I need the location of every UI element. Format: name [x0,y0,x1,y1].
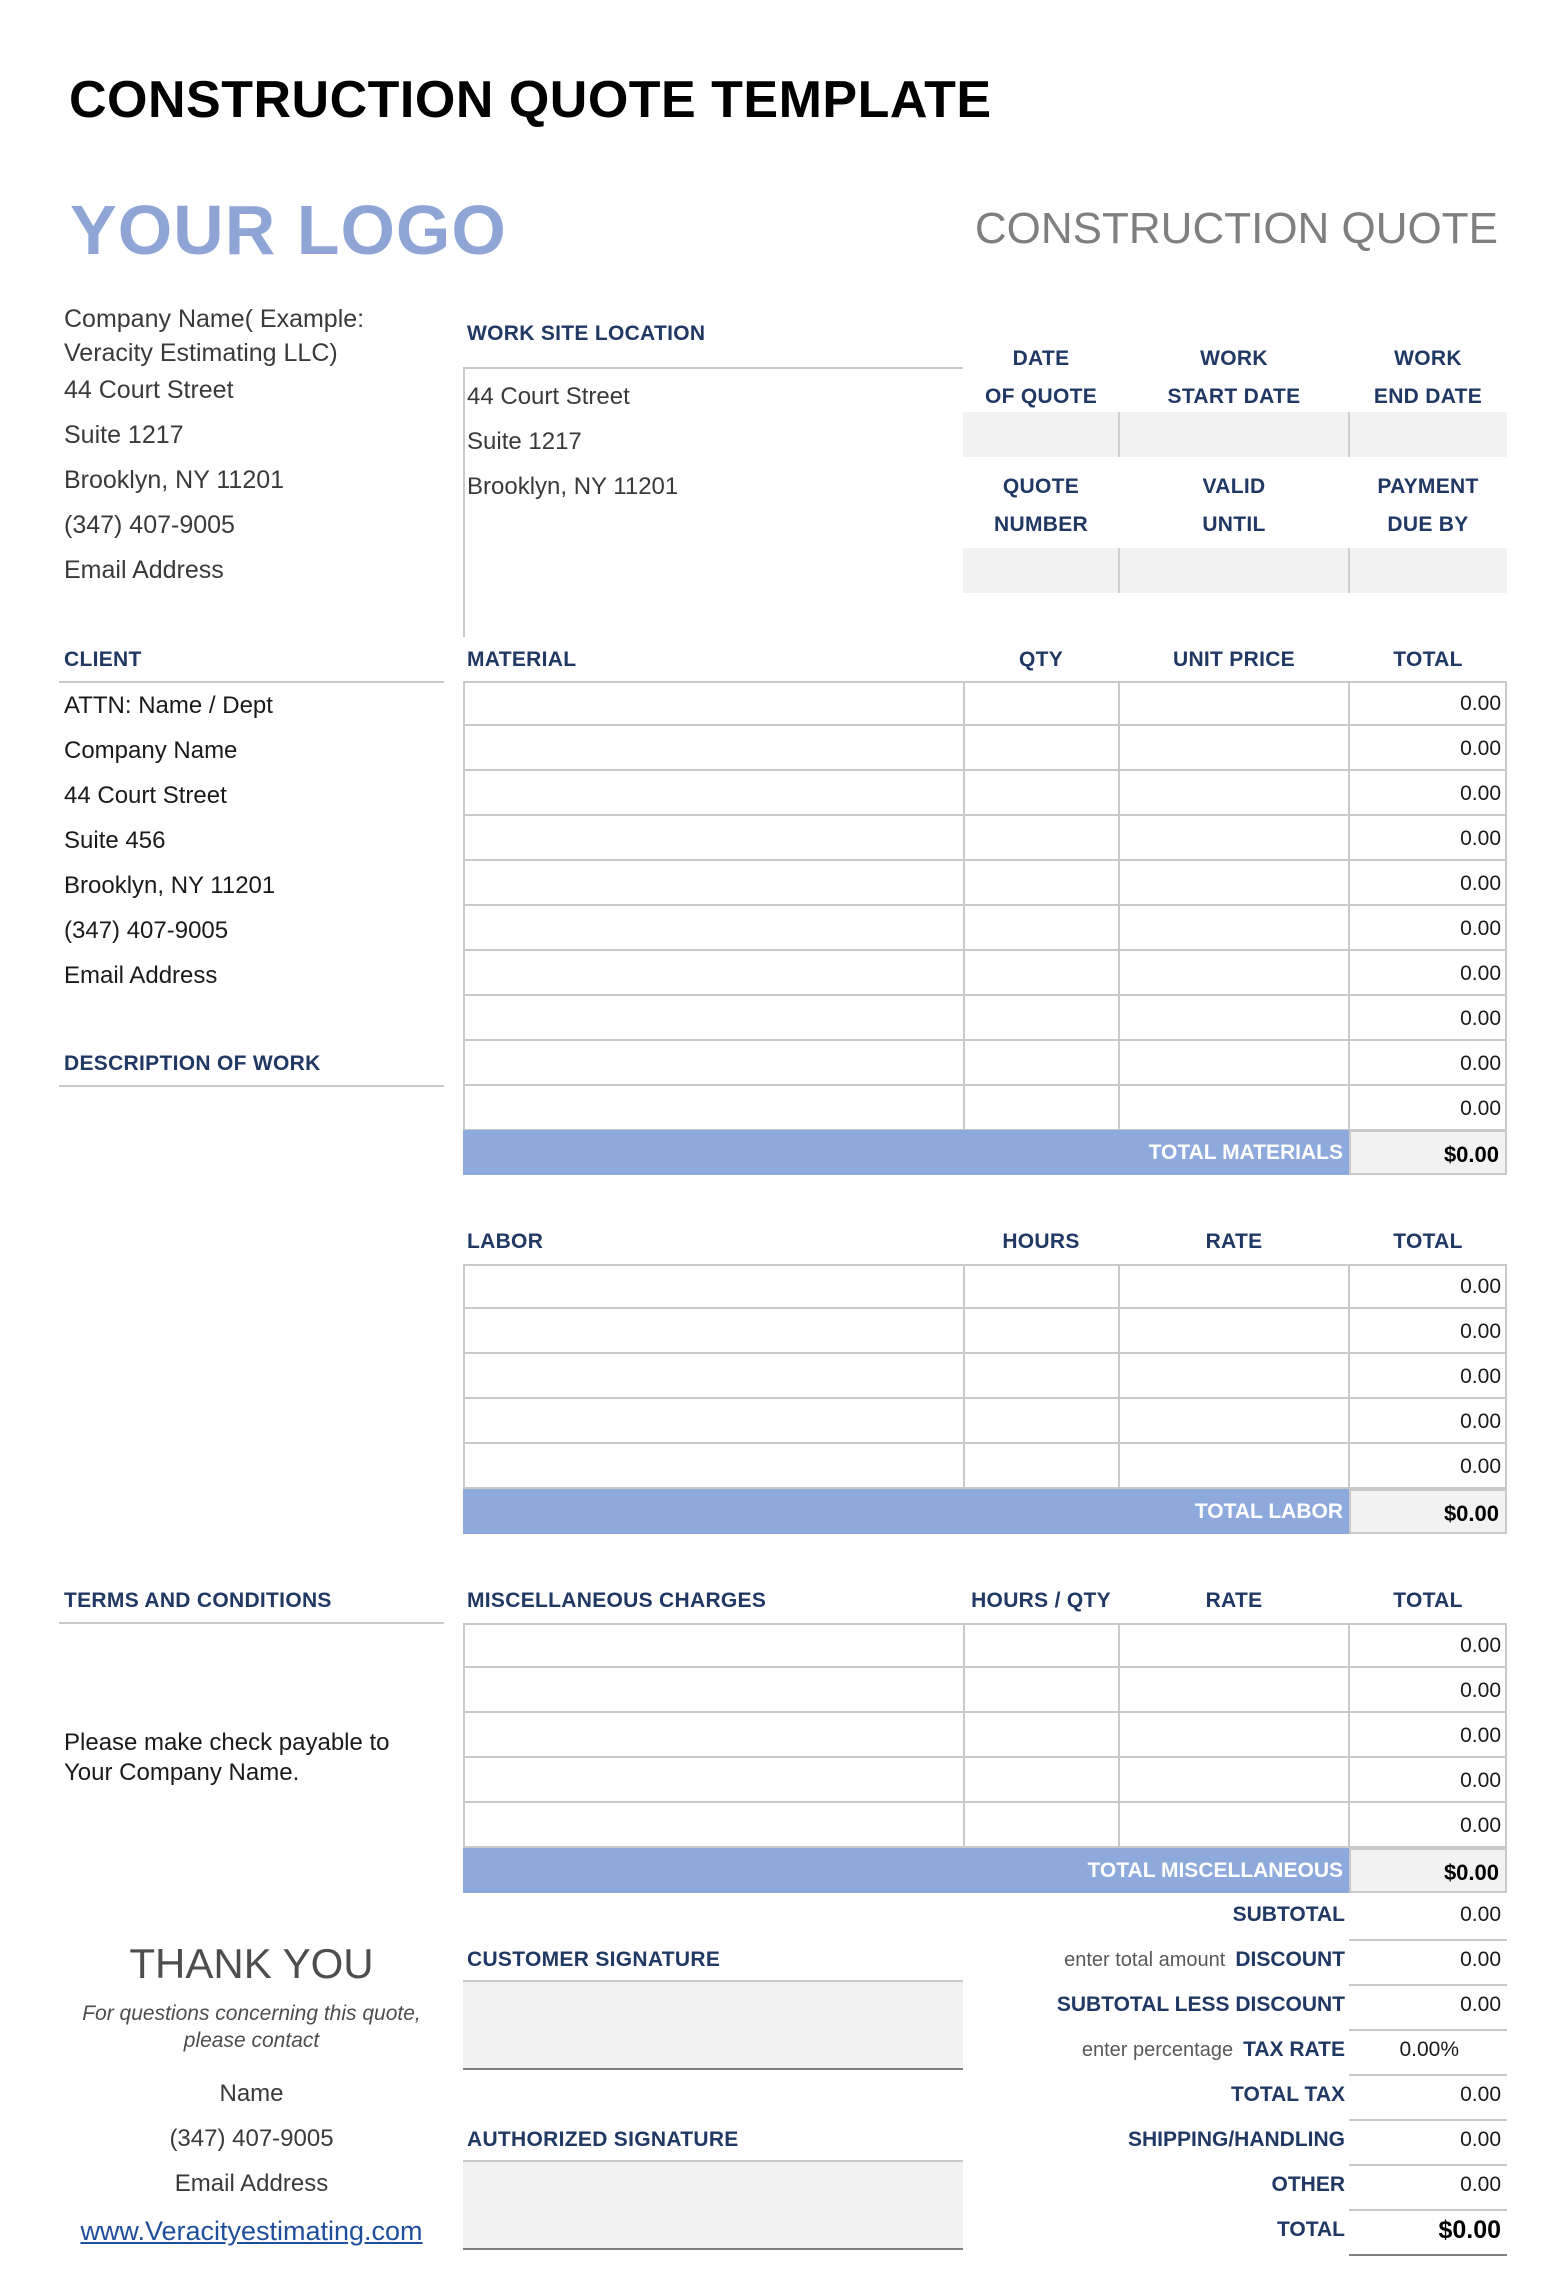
tax-hint: enter percentage [1081,2039,1234,2061]
quote-number-label: QUOTE NUMBER [994,475,1088,536]
payment-due-label: PAYMENT DUE BY [1377,475,1479,536]
subtotal-label: SUBTOTAL [1232,1903,1345,1926]
tax-rate-row [1082,2038,1345,2062]
misc-row-total: 0.00 [1460,1814,1501,1837]
valid-until-label: VALID UNTIL [1202,475,1266,536]
total-tax-value: 0.00 [1460,2083,1501,2106]
shipping-value[interactable]: 0.00 [1460,2128,1501,2151]
misc-row-total: 0.00 [1460,1724,1501,1747]
authorized-signature-field[interactable] [463,2160,963,2250]
customer-signature-label: CUSTOMER SIGNATURE [467,1948,721,1971]
client-label: CLIENT [64,648,142,671]
work-site-city[interactable]: Brooklyn, NY 11201 [467,473,679,500]
total-labor-label: TOTAL LABOR [463,1489,1349,1534]
work-site-street[interactable]: 44 Court Street [467,383,630,410]
company-email: Email Address [64,556,224,584]
material-row-total: 0.00 [1460,962,1501,985]
total-misc-value: $0.00 [1349,1848,1507,1893]
date-of-quote-label: DATE OF QUOTE [984,347,1098,408]
company-suite: Suite 1217 [64,421,184,449]
misc-rate-header: RATE [1205,1589,1263,1612]
page-title: CONSTRUCTION QUOTE TEMPLATE [69,71,992,129]
material-row-total: 0.00 [1460,1052,1501,1075]
contact-phone: (347) 407-9005 [169,2125,334,2152]
grand-total-value: $0.00 [1438,2216,1501,2244]
material-row-total: 0.00 [1460,827,1501,850]
work-start-date-label: WORK START DATE [1167,347,1301,408]
company-city: Brooklyn, NY 11201 [64,466,285,494]
misc-total-header: TOTAL [1393,1589,1463,1612]
tax-rate-label: TAX RATE [1243,2038,1345,2061]
material-row-total: 0.00 [1460,737,1501,760]
labor-row-total: 0.00 [1460,1365,1501,1388]
subtotal-value: 0.00 [1460,1903,1501,1926]
company-street: 44 Court Street [64,376,234,404]
terms-label: TERMS AND CONDITIONS [64,1589,332,1612]
misc-row-total: 0.00 [1460,1679,1501,1702]
work-end-date-label: WORK END DATE [1373,347,1483,408]
company-name-line2: Veracity Estimating LLC) [64,339,338,367]
client-street[interactable]: 44 Court Street [64,782,227,809]
material-header: MATERIAL [467,648,577,671]
company-name [64,302,364,370]
discount-row [1064,1948,1345,1972]
material-row-total: 0.00 [1460,1007,1501,1030]
client-attn[interactable]: ATTN: Name / Dept [64,692,273,719]
total-misc-label: TOTAL MISCELLANEOUS [463,1848,1349,1893]
thank-you: THANK YOU [129,1940,374,1987]
unit-price-header: UNIT PRICE [1172,648,1295,671]
tax-rate-value[interactable]: 0.00% [1399,2038,1459,2061]
rate-header: RATE [1205,1230,1263,1253]
website-link[interactable]: www.Veracityestimating.com [80,2216,423,2246]
labor-row-total: 0.00 [1460,1275,1501,1298]
client-phone[interactable]: (347) 407-9005 [64,917,229,944]
grand-total-label: TOTAL [1276,2218,1345,2241]
logo: YOUR LOGO [70,191,507,269]
document-title: CONSTRUCTION QUOTE [974,204,1498,253]
subtotal-less-discount-value: 0.00 [1460,1993,1501,2016]
other-label: OTHER [1271,2173,1345,2196]
contact-name: Name [219,2080,284,2107]
labor-total-header: TOTAL [1393,1230,1463,1253]
client-email[interactable]: Email Address [64,962,218,989]
labor-row-total: 0.00 [1460,1320,1501,1343]
labor-row-total: 0.00 [1460,1410,1501,1433]
other-value[interactable]: 0.00 [1460,2173,1501,2196]
client-company[interactable]: Company Name [64,737,238,764]
dates-row-2[interactable] [963,548,1507,593]
contact-email: Email Address [174,2170,329,2197]
company-phone: (347) 407-9005 [64,511,235,539]
discount-value[interactable]: 0.00 [1460,1948,1501,1971]
hours-qty-header: HOURS / QTY [971,1589,1111,1612]
subtotal-less-discount-label: SUBTOTAL LESS DISCOUNT [1056,1993,1345,2016]
description-label: DESCRIPTION OF WORK [64,1052,321,1075]
qty-header: QTY [1018,648,1064,671]
company-name-line1: Company Name( Example: [64,305,365,333]
terms-text: Please make check payable to Your Company Name. [64,1729,390,1786]
total-materials-label: TOTAL MATERIALS [463,1130,1349,1175]
material-row-total: 0.00 [1460,782,1501,805]
total-labor-value: $0.00 [1349,1489,1507,1534]
material-row-total: 0.00 [1460,1097,1501,1120]
dates-row-1[interactable] [963,412,1507,457]
total-materials-value: $0.00 [1349,1130,1507,1175]
authorized-signature-label: AUTHORIZED SIGNATURE [467,2128,739,2151]
discount-label: DISCOUNT [1235,1948,1345,1971]
labor-header: LABOR [467,1230,544,1253]
labor-row-total: 0.00 [1460,1455,1501,1478]
misc-row-total: 0.00 [1460,1634,1501,1657]
client-city[interactable]: Brooklyn, NY 11201 [64,872,276,899]
material-row-total: 0.00 [1460,917,1501,940]
material-total-header: TOTAL [1393,648,1463,671]
client-suite[interactable]: Suite 456 [64,827,166,854]
material-row-total: 0.00 [1460,872,1501,895]
misc-header: MISCELLANEOUS CHARGES [467,1589,767,1612]
discount-hint: enter total amount [1064,1949,1226,1971]
shipping-label: SHIPPING/HANDLING [1127,2128,1345,2151]
total-tax-label: TOTAL TAX [1231,2083,1345,2106]
contact-note: For questions concerning this quote, please contact [82,2002,421,2052]
hours-header: HOURS [1002,1230,1080,1253]
customer-signature-field[interactable] [463,1980,963,2070]
work-site-label: WORK SITE LOCATION [467,322,706,345]
work-site-suite[interactable]: Suite 1217 [467,428,582,455]
material-row-total: 0.00 [1460,692,1501,715]
misc-row-total: 0.00 [1460,1769,1501,1792]
